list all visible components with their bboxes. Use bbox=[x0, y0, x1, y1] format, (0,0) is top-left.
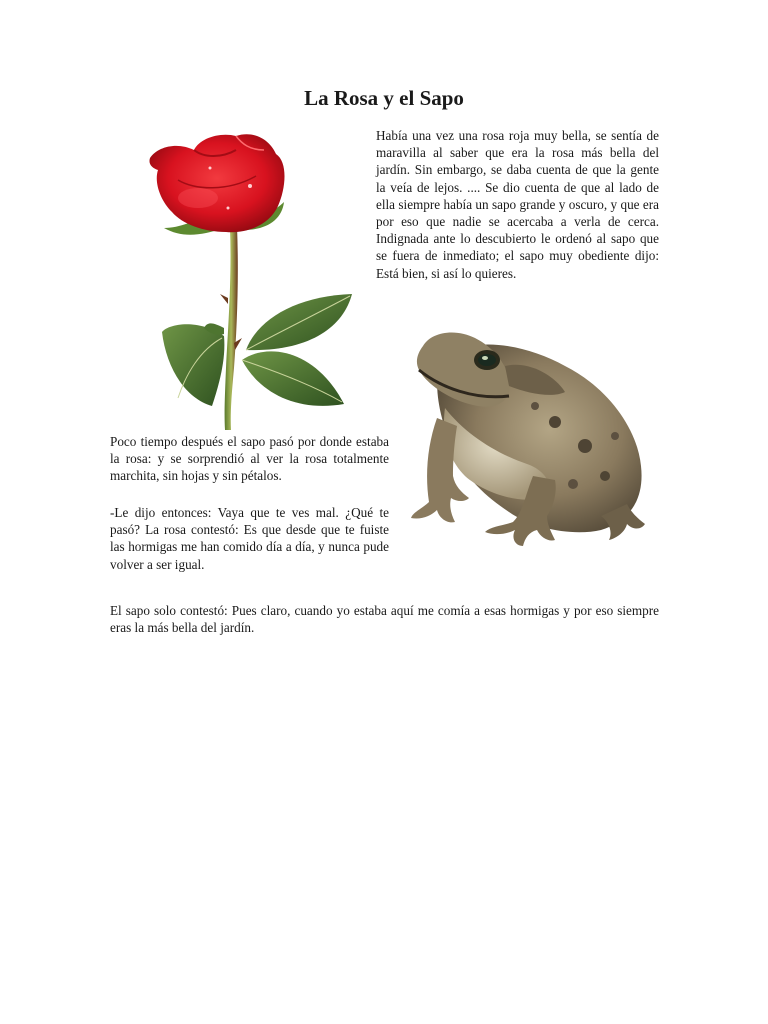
page-title: La Rosa y el Sapo bbox=[304, 86, 464, 110]
paragraph-dialogue: -Le dijo entonces: Vaya que te ves mal. ¿Qué te pasó? La rosa contestó: Es que desde que te fuiste las hormigas me han comido día a día, y nunca pude volver a ser igual. bbox=[110, 505, 389, 572]
toad-image bbox=[405, 326, 647, 552]
rose-image bbox=[138, 128, 354, 432]
paragraph-conclusion: El sapo solo contestó: Pues claro, cuando yo estaba aquí me comía a esas hormigas y por eso siempre eras la más bella del jardín. bbox=[110, 603, 659, 636]
paragraph-intro: Había una vez una rosa roja muy bella, se sentía de maravilla al saber que era la rosa más bella del jardín. Sin embargo, se daba cuenta de que la gente la veía de lejos. .... Se dio cuenta de que al lado de ella siempre había un sapo grande y oscuro, y que era por eso que nadie se acercaba a verla de cerca. Indignada ante lo descubierto le ordenó al sapo que se fuera de inmediato; el sapo muy obediente dijo: Está bien, si así lo quieres. bbox=[376, 128, 659, 281]
paragraph-withered-rose: Poco tiempo después el sapo pasó por donde estaba la rosa: y se sorprendió al ver la rosa totalmente marchita, sin hojas y sin pétalos. bbox=[110, 434, 389, 484]
